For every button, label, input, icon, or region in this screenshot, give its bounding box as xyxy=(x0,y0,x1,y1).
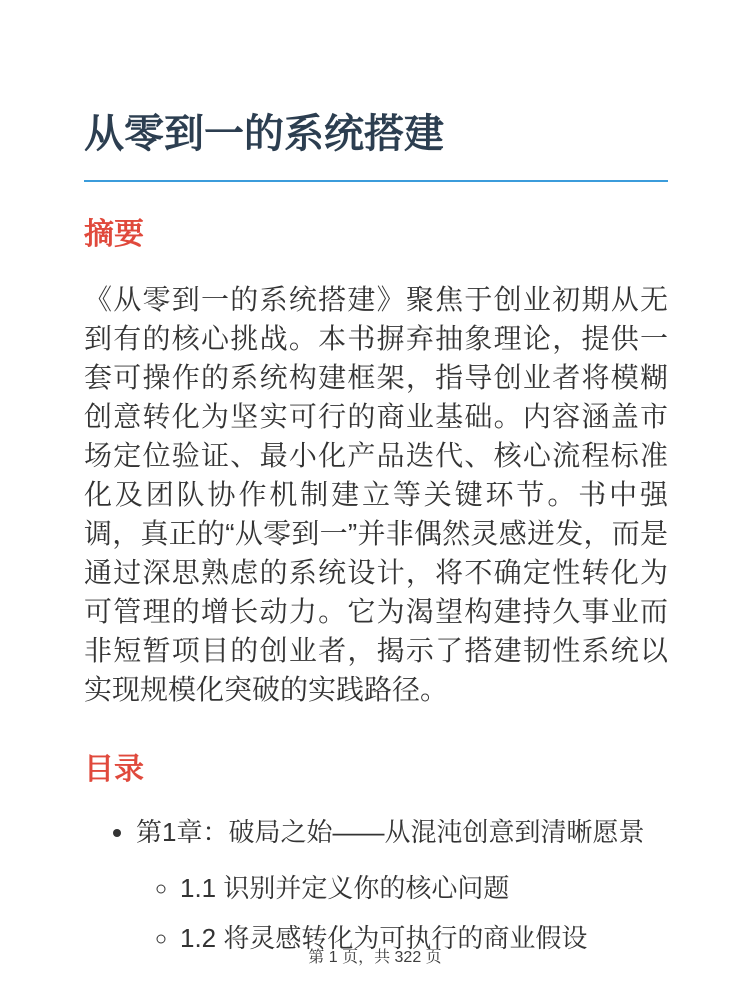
toc-sub-list xyxy=(136,871,668,955)
abstract-heading: 摘要 xyxy=(84,218,144,251)
toc-list xyxy=(84,815,668,955)
toc-section-item: ◦ 1.1 识别并定义你的核心问题 xyxy=(180,871,668,905)
toc-chapter-label: 第1章：破局之始——从混沌创意到清晰愿景 xyxy=(136,817,645,847)
toc-heading: 目录 xyxy=(84,753,144,786)
page-title: 从零到一的系统搭建 xyxy=(84,112,444,156)
toc-chapter-item xyxy=(136,815,668,955)
title-divider xyxy=(84,180,668,182)
toc-section-item: ◦ 1.2 将灵感转化为可执行的商业假设 xyxy=(180,921,668,955)
page-footer: 第 1 页，共 322 页 xyxy=(308,949,442,966)
abstract-paragraph: 《从零到一的系统搭建》聚焦于创业初期从无到有的核心挑战。本书摒弃抽象理论，提供一套可操作的系统构建框架，指导创业者将模糊创意转化为坚实可行的商业基础。内容涵盖市场定位验证、最小化产品迭代、核心流程标准化及团队协作机制建立等关键环节。书中强调，真正的“从零到一”并非偶然灵感迸发，而是通过深思熟虑的系统设计，将不确定性转化为可管理的增长动力。它为渴望构建持久事业而非短暂项目的创业者，揭示了搭建韧性系统以实现规模化突破的实践路径。 xyxy=(84,284,668,705)
